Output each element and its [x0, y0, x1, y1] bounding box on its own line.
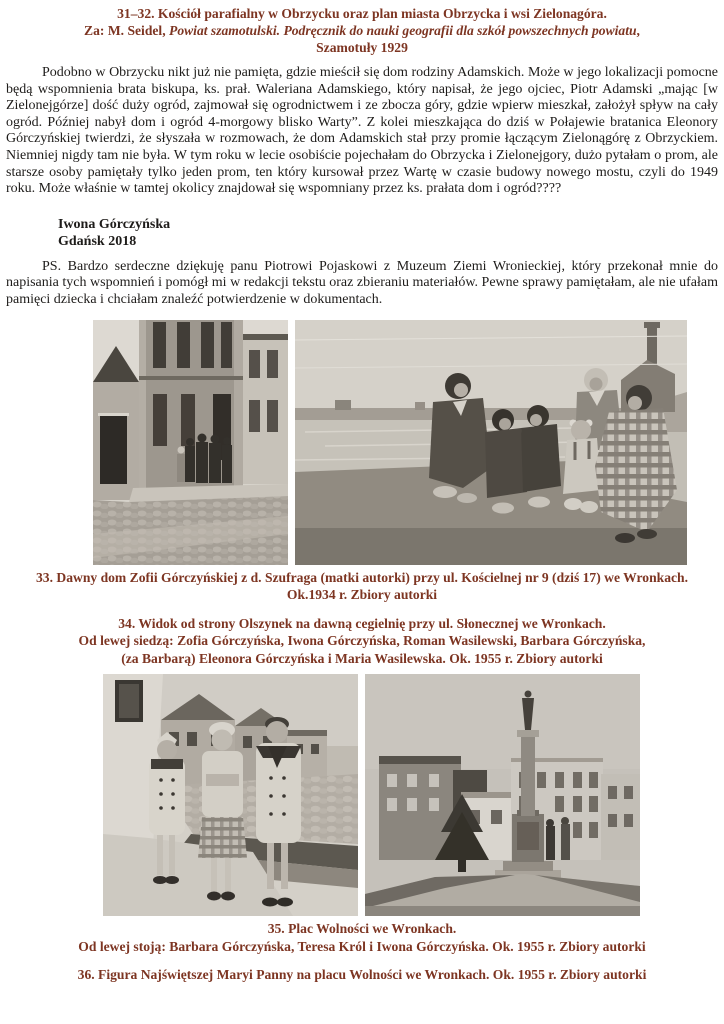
caption-33 — [6, 569, 718, 604]
caption-36-line-1: 36. Figura Najświętszej Maryi Panny na placu Wolności we Wronkach. Ok. 1955 r. Zbiory autorki — [77, 967, 647, 983]
caption-35-line-1: 35. Plac Wolności we Wronkach. — [267, 921, 457, 937]
caption-33-line-2: Ok.1934 r. Zbiory autorki — [286, 587, 438, 603]
heading-line-2 — [6, 22, 718, 39]
photo-36-image — [365, 674, 640, 916]
photo-33-house-koscielna — [93, 320, 288, 565]
photo-35-three-girls — [103, 674, 358, 916]
caption-34-line-2: Od lewej siedzą: Zofia Górczyńska, Iwona Górczyńska, Roman Wasilewski, Barbara Górczyńska, — [78, 633, 646, 649]
signature-block — [58, 216, 718, 250]
heading-line-3: Szamotuły 1929 — [316, 40, 408, 55]
caption-34-line-1: 34. Widok od strony Olszynek na dawną cegielnię przy ul. Słonecznej we Wronkach. — [118, 615, 606, 631]
photo-row-top — [6, 320, 718, 565]
signature-name: Iwona Górczyńska — [58, 216, 171, 232]
heading-citation-prefix: Za: M. Seidel, — [84, 23, 170, 38]
caption-35-line-2: Od lewej stoją: Barbara Górczyńska, Teresa Król i Iwona Górczyńska. Ok. 1955 r. Zbiory autorki — [78, 938, 646, 954]
heading-citation-suffix: , — [636, 23, 640, 38]
memoir-paragraph: Podobno w Obrzycku nikt już nie pamięta, gdzie mieścił się dom rodziny Adamskich. Może w jego lokalizacji pomocne będą wspomnienia brata biskupa, ks. prał. Waleriana Adamskiego, który napisał, że jego ojciec, Piotr Adamski „mając [w Zielonejgórze] dość duży ogród, zajmował się ogrodnictwem i ze zbocza góry, gdzie wpierw mieszkał, założył spływ na cały ogród. Później nabył dom i ogród 4-morgowy blisko Warty”. Z kolei mieszkająca do dziś w Połajewie bratanica Eleonory Górczyńskiej twierdzi, że słyszała w rozmowach, że dom Adamskich stał przy promie łączącym Zielonągórę z Obrzyckiem. Niemniej nigdy tam nie była. W tym roku w lecie osobiście pojechałam do Obrzycka i Zielonejgory, dużo pytałam o prom, ale starsze osoby pamiętały tylko jeden prom, ten który kursował przez Wartę w czasie budowy nowego mostu, czyli do 1949 roku. Może właśnie w tamtej okolicy znajdował się wspomniany przez ks. prałata dom i ogród???? — [6, 65, 718, 197]
caption-33-line-1: 33. Dawny dom Zofii Górczyńskiej z d. Szufraga (matki autorki) przy ul. Kościelnej nr 9 (dziś 17) we Wronkach. — [36, 569, 688, 585]
photo-34-image — [295, 320, 687, 565]
caption-35 — [6, 920, 718, 955]
postscript-paragraph: PS. Bardzo serdeczne dziękuję panu Piotrowi Pojaskowi z Muzeum Ziemi Wronieckiej, który przekonał mnie do napisania tych wspomnień i pomógł mi w redakcji tekstu oraz zbieraniu materiałów. Pewne sprawy pamiętałam, ale nie ufałam pamięci dziecka i chciałam znaleźć potwierdzenie w dokumentach. — [6, 258, 718, 307]
caption-34-line-3: (za Barbarą) Eleonora Górczyńska i Maria Wasilewska. Ok. 1955 r. Zbiory autorki — [121, 650, 603, 666]
figure-heading-31-32 — [6, 5, 718, 56]
caption-34 — [6, 615, 718, 668]
heading-citation-title: Powiat szamotulski. Podręcznik do nauki geografii dla szkół powszechnych powiatu — [169, 23, 637, 38]
photo-row-bottom — [6, 674, 718, 916]
photo-35-image — [103, 674, 358, 916]
photo-34-group-by-lake — [295, 320, 687, 565]
signature-place-year: Gdańsk 2018 — [58, 233, 137, 249]
heading-line-1: 31–32. Kościół parafialny w Obrzycku oraz plan miasta Obrzycka i wsi Zielonagóra. — [117, 6, 607, 21]
caption-36 — [6, 966, 718, 984]
photo-33-image — [93, 320, 288, 565]
photo-36-marian-column — [365, 674, 640, 916]
